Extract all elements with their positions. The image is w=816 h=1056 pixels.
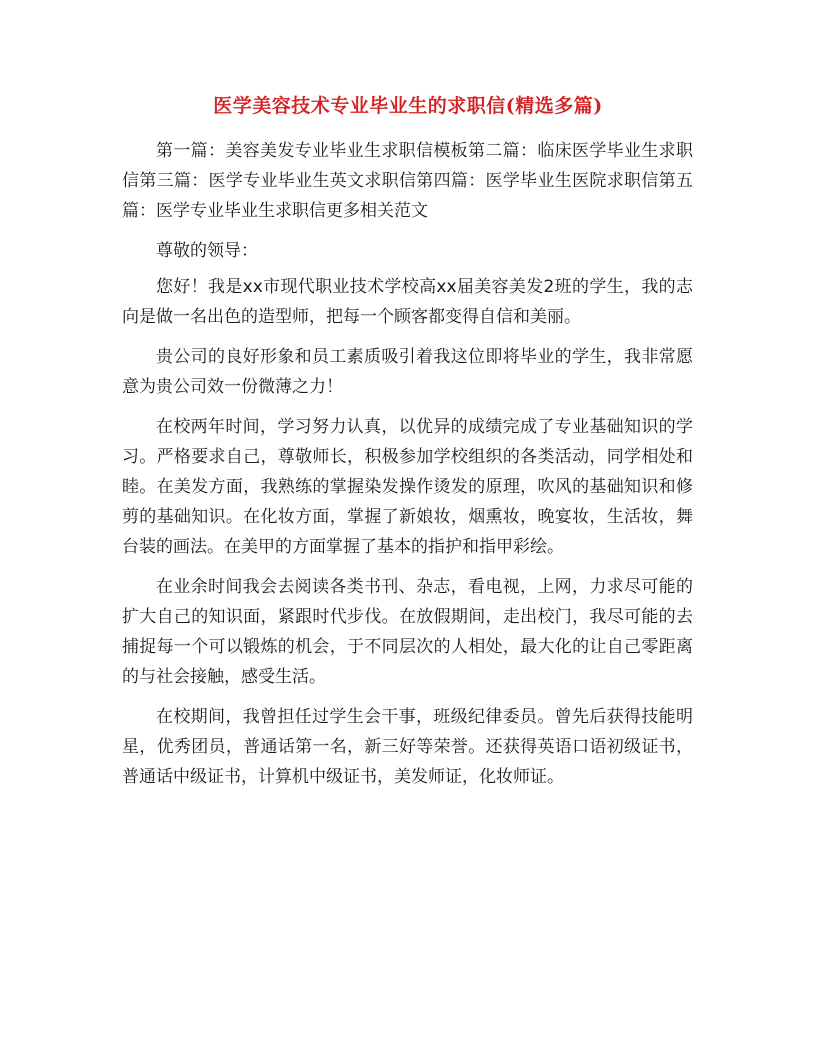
paragraph-article-list: 第一篇：美容美发专业毕业生求职信模板第二篇：临床医学毕业生求职信第三篇：医学专业毕业生英文求职信第四篇：医学毕业生医院求职信第五篇：医学专业毕业生求职信更多相关范文 xyxy=(122,141,693,221)
document-title: 医学美容技术专业毕业生的求职信(精选多篇) xyxy=(213,95,603,117)
paragraph-company-interest: 贵公司的良好形象和员工素质吸引着我这位即将毕业的学生，我非常愿意为贵公司效一份微薄之力！ xyxy=(122,347,693,397)
document-body xyxy=(122,136,693,802)
paragraph-school-study: 在校两年时间，学习努力认真，以优异的成绩完成了专业基础知识的学习。严格要求自己，尊敬师长，积极参加学校组织的各类活动，同学相处和睦。在美发方面，我熟练的掌握染发操作烫发的原理，吹风的基础知识和修剪的基础知识。在化妆方面，掌握了新娘妆，烟熏妆，晚宴妆，生活妆，舞台装的画法。在美甲的方面掌握了基本的指护和指甲彩绘。 xyxy=(122,417,693,557)
paragraph-honors: 在校期间，我曾担任过学生会干事，班级纪律委员。曾先后获得技能明星，优秀团员，普通话第一名，新三好等荣誉。还获得英语口语初级证书，普通话中级证书，计算机中级证书，美发师证，化妆师证。 xyxy=(122,707,693,787)
paragraph-salutation: 尊敬的领导： xyxy=(156,241,258,261)
paragraph-spare-time: 在业余时间我会去阅读各类书刊、杂志，看电视，上网，力求尽可能的扩大自己的知识面，紧跟时代步伐。在放假期间，走出校门，我尽可能的去捕捉每一个可以锻炼的机会，于不同层次的人相处，最大化的让自己零距离的与社会接触，感受生活。 xyxy=(122,577,693,687)
paragraph-introduction: 您好！我是xx市现代职业技术学校高xx届美容美发2班的学生，我的志向是做一名出色的造型师，把每一个顾客都变得自信和美丽。 xyxy=(122,277,693,327)
